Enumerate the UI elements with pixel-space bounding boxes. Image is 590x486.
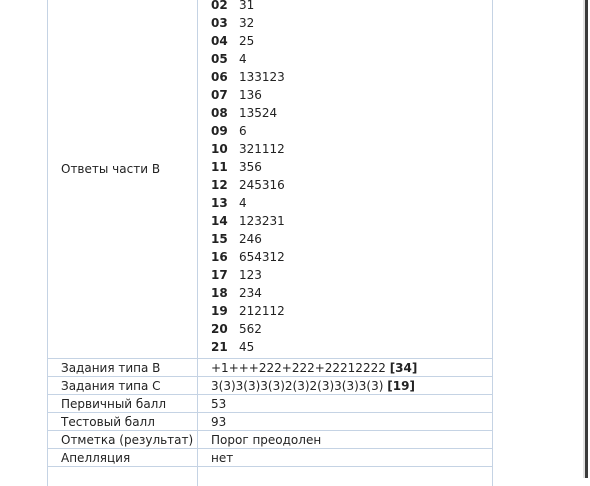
scrollbar[interactable]: [583, 0, 590, 478]
answer-row: [211, 104, 285, 122]
answer-row: [211, 140, 285, 158]
answer-number: 15: [211, 232, 228, 246]
answer-value: 4: [239, 52, 247, 66]
row-label: Тестовый балл: [61, 415, 155, 429]
answer-number: 03: [211, 16, 228, 30]
tasks-c-score: [19]: [387, 379, 415, 393]
row-value: 53: [211, 397, 227, 411]
row-label: Отметка (результат): [61, 433, 194, 447]
answer-value: 246: [239, 232, 262, 246]
answer-row: [211, 32, 285, 50]
row-label: Апелляция: [61, 451, 131, 465]
answer-number: 09: [211, 124, 228, 138]
answer-row: [211, 14, 285, 32]
answer-value: 562: [239, 322, 262, 336]
answer-row: [211, 266, 285, 284]
answer-value: 31: [239, 0, 255, 12]
table-row-test-score: [47, 412, 493, 431]
answer-row: [211, 50, 285, 68]
answer-row: [211, 230, 285, 248]
row-label: Задания типа C: [61, 379, 161, 393]
row-value: Порог преодолен: [211, 433, 322, 447]
answer-number: 02: [211, 0, 228, 12]
answer-row: [211, 158, 285, 176]
row-label: Первичный балл: [61, 397, 167, 411]
table-row-appeal: [47, 448, 493, 467]
answer-number: 07: [211, 88, 228, 102]
answer-number: 20: [211, 322, 228, 336]
part-b-answers-list: [211, 0, 285, 356]
answer-number: 13: [211, 196, 228, 210]
row-value: нет: [211, 451, 234, 465]
row-value: 93: [211, 415, 227, 429]
answer-number: 14: [211, 214, 228, 228]
answer-row: [211, 212, 285, 230]
answer-value: 356: [239, 160, 262, 174]
answer-row: [211, 86, 285, 104]
answer-value: 6: [239, 124, 247, 138]
answer-row: [211, 320, 285, 338]
table-row-tasks-b: [47, 358, 493, 377]
answer-row: [211, 68, 285, 86]
answer-row: [211, 176, 285, 194]
tasks-c-marks: 3(3)3(3)3(3)2(3)2(3)3(3)3(3): [211, 379, 384, 393]
answer-value: 245316: [239, 178, 285, 192]
answer-value: 212112: [239, 304, 285, 318]
answer-row: [211, 284, 285, 302]
answer-row: [211, 338, 285, 356]
answer-number: 05: [211, 52, 228, 66]
part-b-answers-label: Ответы части B: [61, 162, 161, 176]
answer-value: 654312: [239, 250, 285, 264]
answer-row: [211, 194, 285, 212]
answer-row: [211, 0, 285, 14]
row-value: [211, 379, 415, 393]
answer-value: 133123: [239, 70, 285, 84]
tasks-b-marks: +1+++222+222+22212222: [211, 361, 386, 375]
answer-row: [211, 248, 285, 266]
answer-value: 123: [239, 268, 262, 282]
answer-value: 234: [239, 286, 262, 300]
answer-number: 11: [211, 160, 228, 174]
answer-value: 123231: [239, 214, 285, 228]
scrollbar-thumb[interactable]: [585, 0, 588, 478]
table-row-primary-score: [47, 394, 493, 413]
answer-value: 45: [239, 340, 255, 354]
answer-row: [211, 302, 285, 320]
answer-number: 04: [211, 34, 228, 48]
answer-value: 25: [239, 34, 255, 48]
table-row-cut-off: [47, 466, 493, 485]
row-label: Задания типа B: [61, 361, 161, 375]
answer-number: 08: [211, 106, 228, 120]
answer-value: 32: [239, 16, 255, 30]
answer-number: 17: [211, 268, 228, 282]
answer-row: [211, 122, 285, 140]
answer-number: 21: [211, 340, 228, 354]
answer-value: 13524: [239, 106, 278, 120]
answer-number: 18: [211, 286, 228, 300]
answer-number: 06: [211, 70, 228, 84]
tasks-b-score: [34]: [389, 361, 418, 375]
answer-value: 136: [239, 88, 262, 102]
answer-number: 10: [211, 142, 228, 156]
table-row-mark: [47, 430, 493, 449]
answer-number: 19: [211, 304, 228, 318]
row-value: [211, 361, 417, 375]
table-row-tasks-c: [47, 376, 493, 395]
answer-number: 12: [211, 178, 228, 192]
answer-value: 4: [239, 196, 247, 210]
answer-number: 16: [211, 250, 228, 264]
answer-value: 321112: [239, 142, 285, 156]
